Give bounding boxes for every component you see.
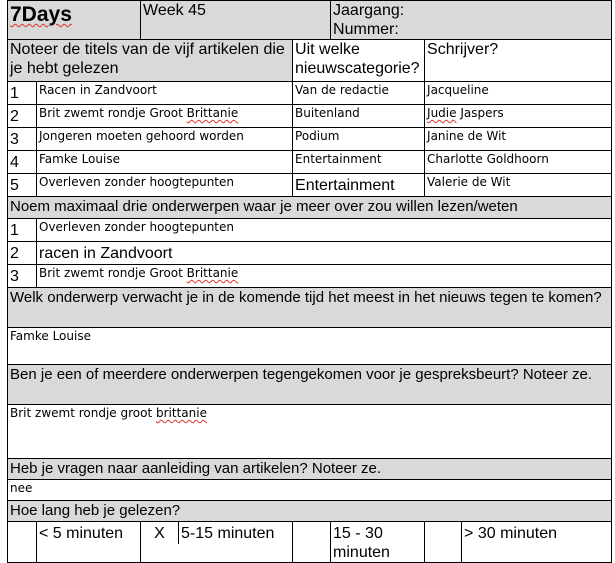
time-checkbox[interactable] (425, 522, 462, 563)
reading-form (7, 0, 611, 563)
time-option-label: > 30 minuten (462, 522, 612, 563)
topics-question: Noem maximaal drie onderwerpen waar je meer over zou willen lezen/weten (8, 197, 612, 219)
news-question: Welk onderwerp verwacht je in de komende tijd het meest in het nieuws tegen te komen? (8, 288, 612, 328)
writer-header: Schrijver? (425, 40, 612, 82)
time-checkbox[interactable] (293, 522, 331, 563)
article-category[interactable]: Podium (293, 128, 425, 151)
articles-question: Noteer de titels van de vijf artikelen die je hebt gelezen (8, 40, 293, 82)
time-question: Hoe lang heb je gelezen? (8, 501, 612, 522)
row-number: 3 (8, 128, 37, 151)
article-writer[interactable]: Janine de Wit (425, 128, 612, 151)
nummer-label: Nummer: (333, 21, 399, 38)
article-category[interactable]: Buitenland (293, 105, 425, 128)
row-number: 1 (8, 219, 37, 242)
topic-answer[interactable]: racen in Zandvoort (37, 242, 612, 265)
article-title[interactable]: Brit zwemt rondje Groot Brittanie (37, 105, 293, 128)
article-writer[interactable]: Judie Jaspers (425, 105, 612, 128)
row-number: 2 (8, 242, 37, 265)
article-title[interactable]: Racen in Zandvoort (37, 82, 293, 105)
time-option-label: 15 - 30 minuten (331, 522, 425, 563)
news-answer[interactable]: Famke Louise (8, 328, 612, 365)
article-category[interactable]: Van de redactie (293, 82, 425, 105)
article-writer[interactable]: Charlotte Goldhoorn (425, 151, 612, 174)
article-category[interactable]: Entertainment (293, 174, 425, 197)
form-title: 7Days (8, 1, 141, 40)
talk-question: Ben je een of meerdere onderwerpen tegengekomen voor je gespreksbeurt? Noteer ze. (8, 365, 612, 405)
time-option-label: 5-15 minuten (181, 525, 275, 542)
category-header: Uit welke nieuwscategorie? (293, 40, 425, 82)
topic-answer[interactable]: Brit zwemt rondje Groot Brittanie (37, 265, 612, 288)
row-number: 2 (8, 105, 37, 128)
article-title[interactable]: Overleven zonder hoogtepunten (37, 174, 293, 197)
row-number: 5 (8, 174, 37, 197)
article-writer[interactable]: Valerie de Wit (425, 174, 612, 197)
questions-question: Heb je vragen naar aanleiding van artikelen? Noteer ze. (8, 459, 612, 480)
row-number: 3 (8, 265, 37, 288)
jaargang-nummer (331, 1, 612, 40)
topic-answer[interactable]: Overleven zonder hoogtepunten (37, 219, 612, 242)
article-title[interactable]: Famke Louise (37, 151, 293, 174)
questions-answer[interactable]: nee (8, 480, 612, 501)
article-category[interactable]: Entertainment (293, 151, 425, 174)
talk-answer[interactable]: Brit zwemt rondje groot brittanie (8, 405, 612, 459)
time-checkbox[interactable] (8, 522, 37, 563)
time-option-group (141, 522, 293, 563)
week-label: Week 45 (141, 1, 331, 40)
article-title[interactable]: Jongeren moeten gehoord worden (37, 128, 293, 151)
row-number: 4 (8, 151, 37, 174)
article-writer[interactable]: Jacqueline (425, 82, 612, 105)
row-number: 1 (8, 82, 37, 105)
form-table (7, 0, 612, 563)
jaargang-label: Jaargang: (333, 2, 405, 19)
time-option-label: < 5 minuten (37, 522, 141, 563)
time-checkbox[interactable]: X (141, 522, 179, 544)
